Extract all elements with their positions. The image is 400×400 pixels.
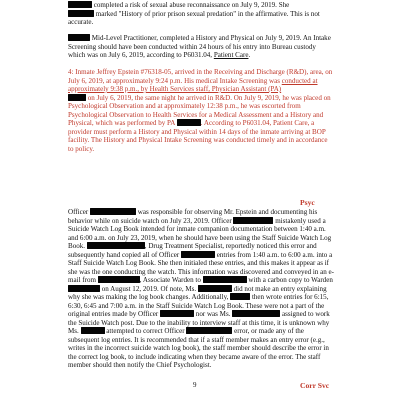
redaction-block [181,251,215,258]
paragraph-intake-screening: 4: Inmate Jeffrey Epstein #76318-05, arrived in the Receiving and Discharge (R&D), area, on July 6, 2019, at approximately 9:24 p.m. His medical Intake Screening was conducted at approximately 9:38 p.m., by Health Services staff, Physician Assistant (PA) on July 6, 2019, the same night he arrived in R&D. On July 9, 2019, he was placed on Psychological Observation and at approximately 12:38 p.m., he was escorted from Psychological Observation to Health Services for a Medical Assessment and a History and Physical, which was performed by PA . According to P6031.04, Patient Care, a provider must perform a History and Physical within 14 days of the inmate arriving at BOP facility. The History and Physical Intake Screening was conducted timely and in accordance to policy. [68,68,333,153]
redaction-block [160,310,194,317]
section-tag-corr-svc: Corr Svc [300,381,330,390]
redaction-block [230,293,250,300]
redaction-block [68,34,90,41]
redaction-block [81,327,105,334]
paragraph-suicide-watch: Officer was responsible for observing Mr. Epstein and documenting his behavior while on suicide watch on July 23, 2019. Officer mistakenly used a Suicide Watch Log Book intended for inmate companion documentation between 1:40 a.m. and 6:00 a.m. on July 23, 2019, when he should have been using the Staff Suicide Watch Log Book. , Drug Treatment Specialist, reportedly noticed this error and subsequently hand copied all of Officer entries from 1:40 a.m. to 6:00 a.m. into a Staff Suicide Watch Log Book. She then initialed these entries, and this makes it appear as if she was the one conducting the watch. This information was discovered and conveyed in an e-mail from , Associate Warden to with a carbon copy to Warden on August 12, 2019. Of note, Ms. did not make an entry explaining why she was making the log book changes. Additionally, then wrote entries for 6:15, 6:30, 6:45 and 7:00 a.m. in the Staff Suicide Watch Log Book. These were not a part of the original entries made by Officer nor was Ms. assigned to work the Suicide Watch post. Due to the inability to interview staff at this time, it is unknown why Ms. attempted to correct Officer error, or made any of the subsequent log entries. It is recommended that if a staff member makes an entry error (e.g., writes in the incorrect suicide watch log book), the staff member should describe the error in the correct log book, to include indicating when they became aware of the error. The staff member should then notify the Chief Psychologist. [68,208,335,369]
redaction-block [68,94,86,101]
redaction-block [233,217,273,224]
policy-link: Patient Care [213,51,249,59]
redaction-block [203,276,247,283]
redaction-block [232,310,280,317]
redaction-block [68,1,92,8]
paragraph-history-physical: Mid-Level Practitioner, completed a History and Physical on July 9, 2019. An Intake Screening should have been conducted within 24 hours of his entry into Bureau custody which was on July 6, 2019, according to P6031.04, Patient Care. [68,34,331,59]
redaction-block [198,285,232,292]
redaction-block [98,276,140,283]
redaction-block [68,10,94,17]
redaction-block [87,242,145,249]
page-number: 9 [193,381,197,389]
redaction-block [186,327,232,334]
redaction-block [177,119,201,126]
paragraph-risk-screening: completed a risk of sexual abuse reconnaissance on July 9, 2019. She marked "History of prior prison sexual predation" in the affirmative. This is not accurate. [68,1,320,26]
redaction-block [90,208,136,215]
section-tag-psyc: Psyc [300,198,315,207]
redaction-block [68,285,100,292]
